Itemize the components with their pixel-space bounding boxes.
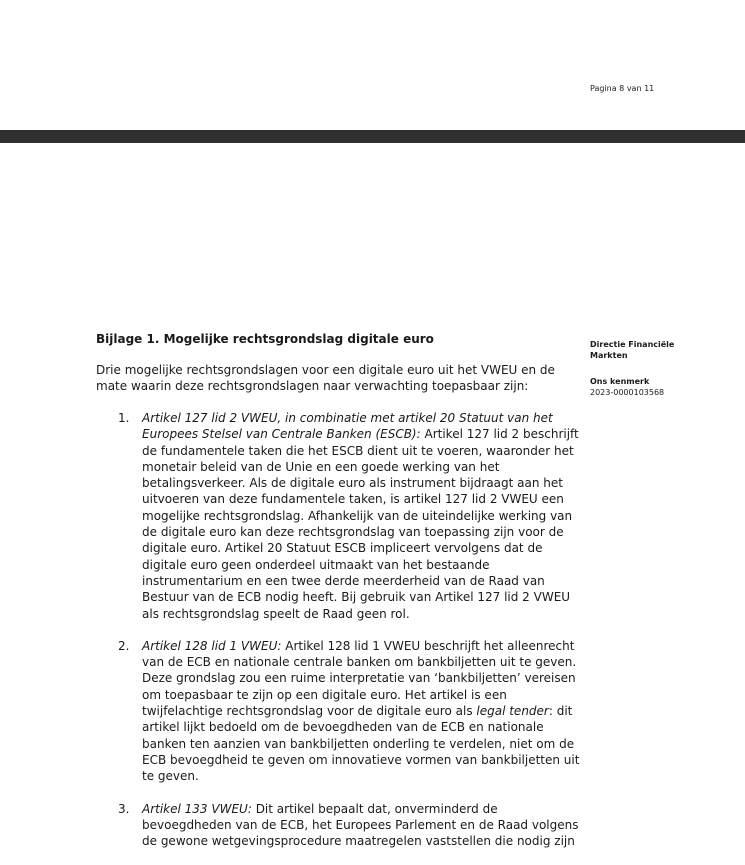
article-text: Artikel 127 lid 2 beschrijft de fundamentele taken die het ESCB dient uit te voeren, waaronder het monetair beleid van de Unie en een goede werking van het betalingsverkeer. Als de digitale euro als instrument bijdraagt aan het uitvoeren van deze fundamentele taken, is artikel 127 lid 2 VWEU een mogelijke rechtsgrondslag. Afhankelijk van de uiteindelijke werking van de digitale euro kan deze rechtsgrondslag van toepassing zijn voor de digitale euro. Artikel 20 Statuut ESCB impliceert vervolgens dat de digitale euro geen onderdeel uitmaakt van het bestaande instrumentarium en een twee derde meerderheid van de Raad van Bestuur van de ECB nodig heeft. Bij gebruik van Artikel 127 lid 2 VWEU als rechtsgrondslag speelt de Raad geen rol. xyxy=(142,427,579,621)
article-lead: Artikel 133 VWEU: xyxy=(142,801,252,816)
list-item xyxy=(96,638,586,785)
article-text: Dit artikel bepaalt dat, onverminderd de bevoegdheden van de ECB, het Europees Parlement en de Raad volgens de gewone wetgevingsprocedure maatregelen vaststellen die nodig zijn xyxy=(142,801,579,849)
article-lead: Artikel 128 lid 1 VWEU: xyxy=(142,638,282,653)
sidebar-meta xyxy=(590,339,700,398)
article-text-after: : dit artikel lijkt bedoeld om de bevoegdheden van de ECB en nationale banken ten aanzien van bankbiljetten onderling te verdelen, niet om de ECB bevoegdheid te geven om innovatieve vormen van bankbiljetten uit te geven. xyxy=(142,704,580,784)
legal-basis-list xyxy=(96,410,586,865)
list-item xyxy=(96,410,586,622)
intro-paragraph: Drie mogelijke rechtsgrondslagen voor een digitale euro uit het VWEU en de mate waarin deze rechtsgrondslagen naar verwachting toepasbaar zijn: xyxy=(96,363,555,393)
list-item xyxy=(96,801,586,850)
list-number: 3. xyxy=(118,801,130,816)
article-lead: Artikel 127 lid 2 VWEU, in combinatie met artikel 20 Statuut van het Europees Stelsel van Centrale Banken (ESCB): xyxy=(142,411,553,442)
reference-label: Ons kenmerk xyxy=(590,377,650,386)
reference-value: 2023-0000103568 xyxy=(590,388,665,397)
department-name: Directie Financiële Markten xyxy=(590,340,675,360)
section-title: Bijlage 1. Mogelijke rechtsgrondslag digitale euro xyxy=(96,332,434,346)
list-number: 1. xyxy=(118,411,130,425)
page-number: Pagina 8 van 11 xyxy=(590,84,655,93)
list-number: 2. xyxy=(118,638,130,653)
article-emphasis: legal tender xyxy=(476,704,549,719)
header-bar xyxy=(0,130,745,143)
article-text: Artikel 128 lid 1 VWEU beschrijft het alleenrecht van de ECB en nationale centrale banken om bankbiljetten uit te geven. Deze grondslag zou een ruime interpretatie van ‘bankbiljetten’ vereisen om toepasbaar te zijn op een digitale euro. Het artikel is een twijfelachtige rechtsgrondslag voor de digitale euro als xyxy=(142,638,577,719)
